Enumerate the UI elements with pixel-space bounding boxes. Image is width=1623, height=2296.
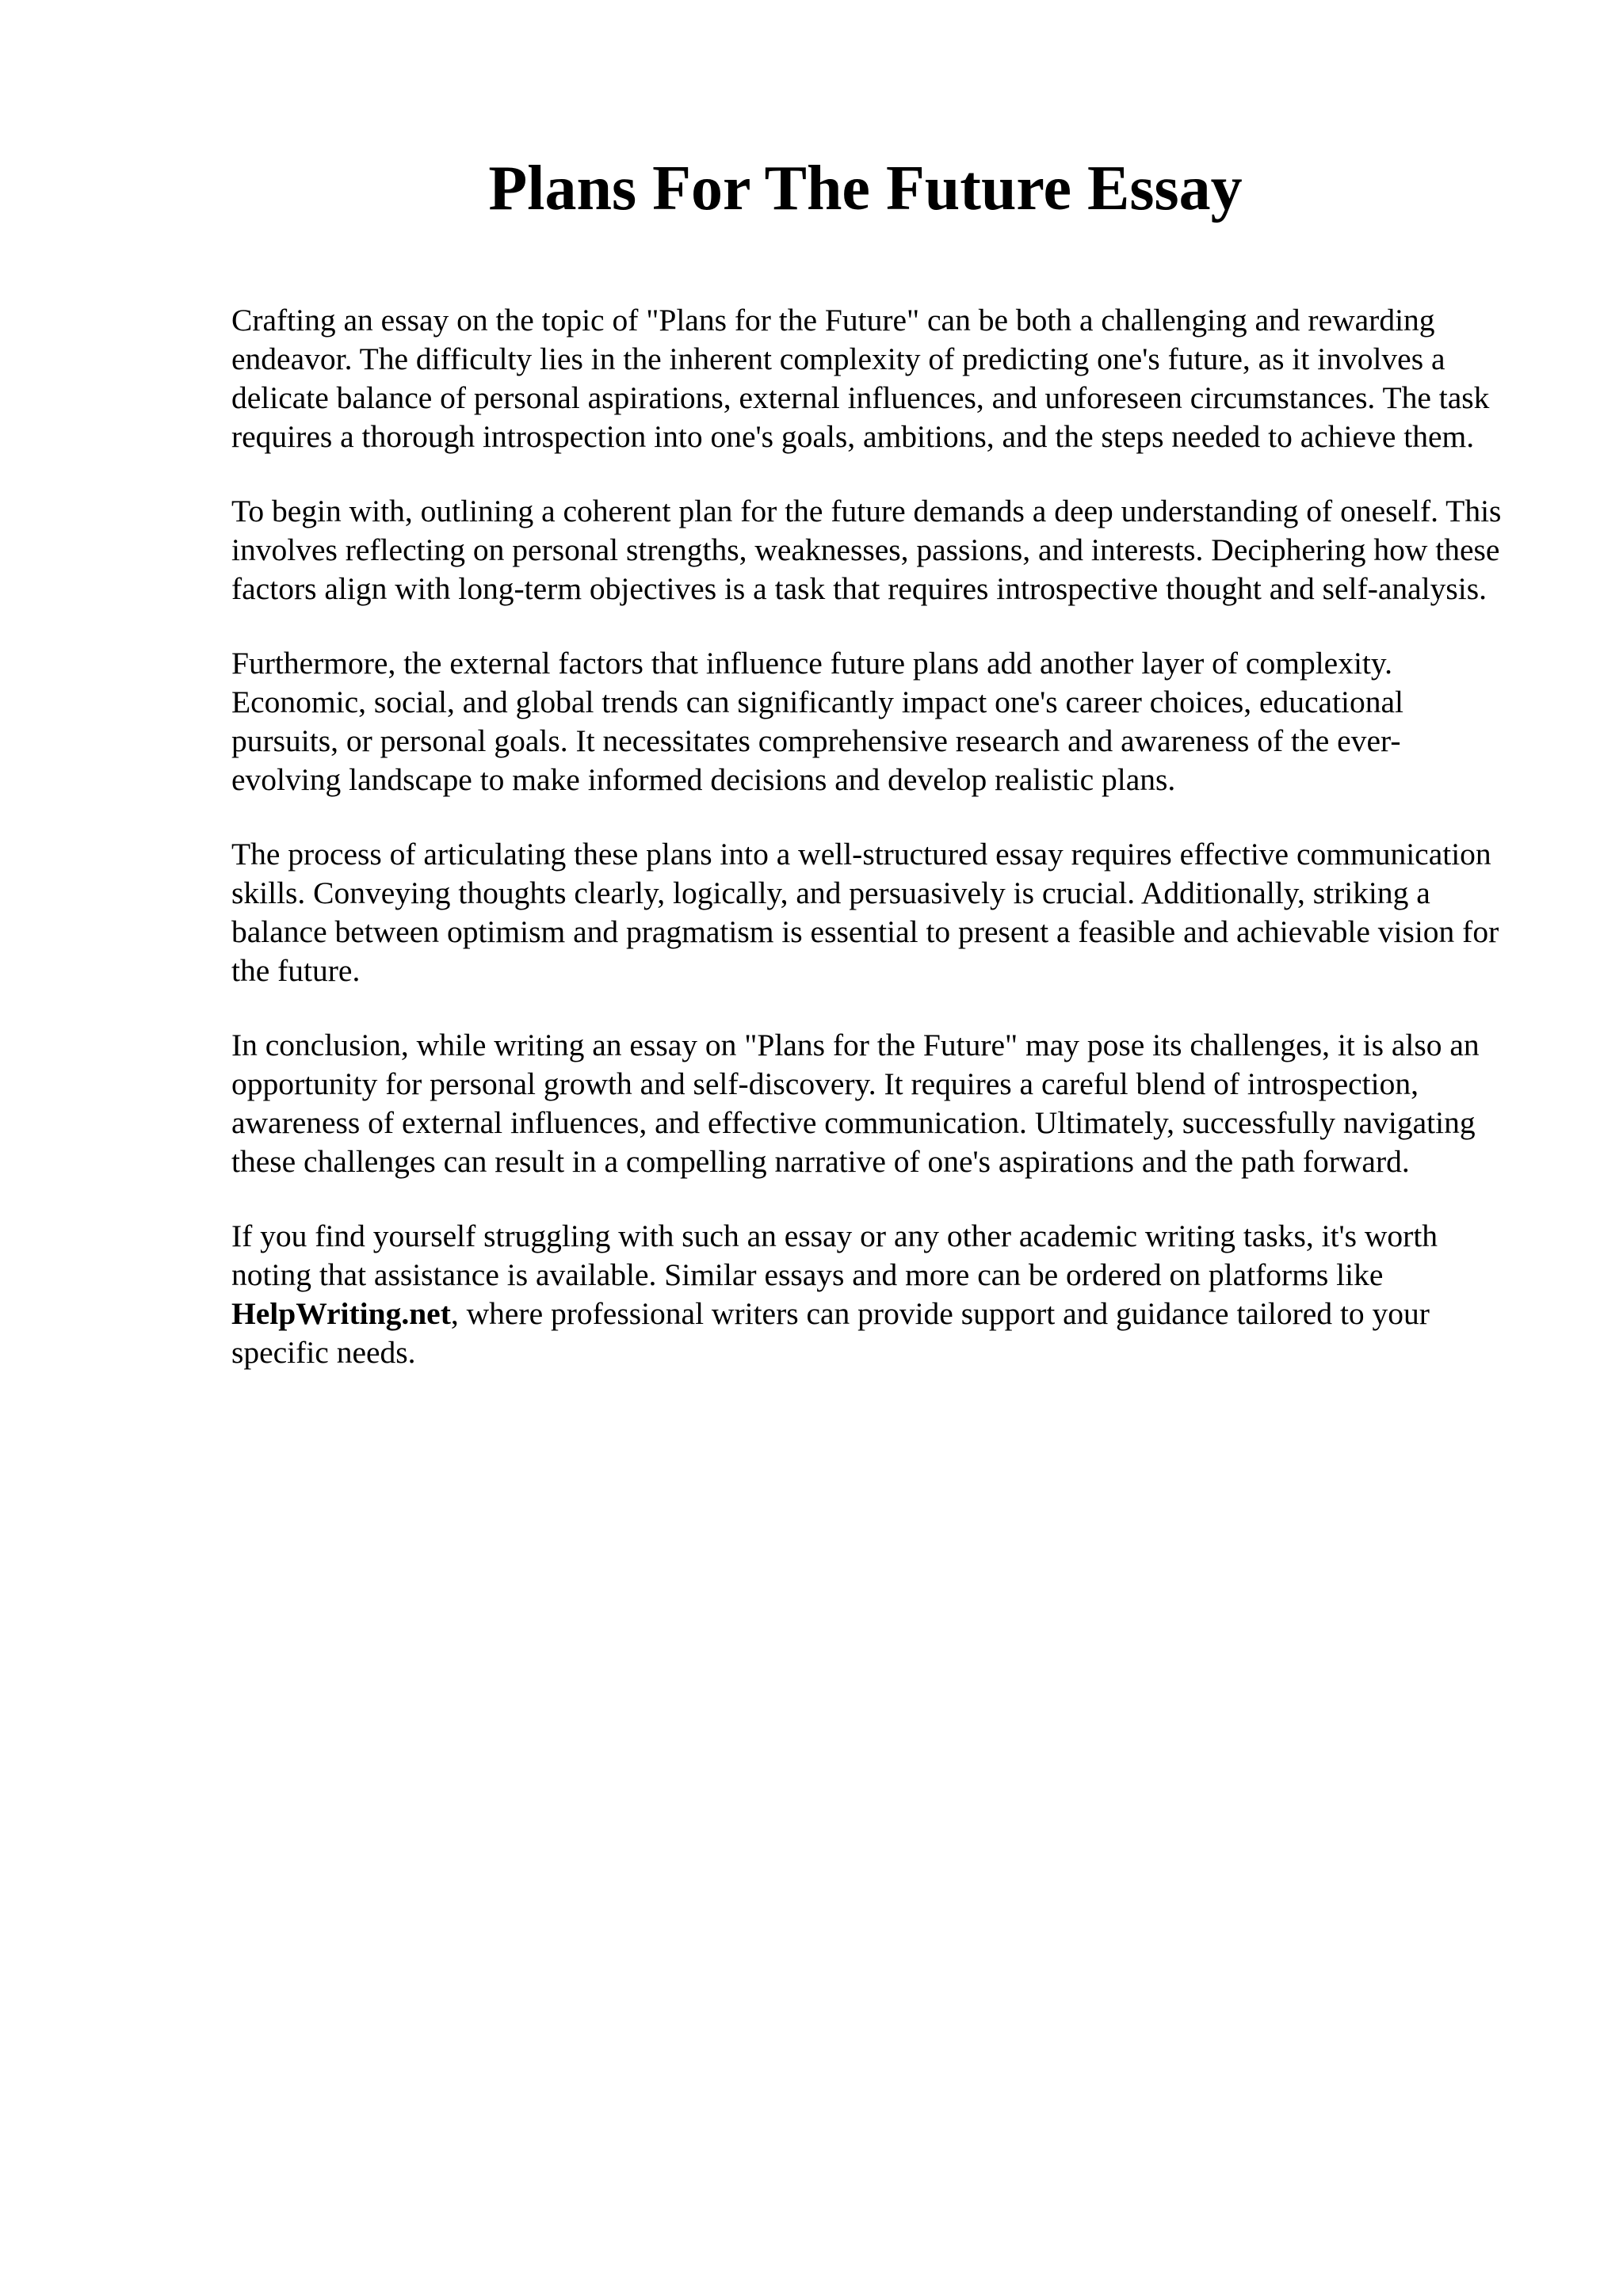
essay-body: [231, 301, 1509, 1408]
paragraph-communication: The process of articulating these plans into a well-structured essay requires effective communication skills. Conveying thoughts clearly, logically, and persuasively is crucial. Additionally, striking a balance between optimism and pragmatism is essential to present a feasible and achievable vision for the future.: [231, 837, 1499, 988]
brand-name: HelpWriting.net: [231, 1296, 451, 1331]
paragraph-assistance: [231, 1217, 1509, 1372]
paragraph-conclusion: In conclusion, while writing an essay on "Plans for the Future" may pose its challenges, it is also an opportunity for personal growth and self-discovery. It requires a careful blend of introspection, awareness of external influences, and effective communication. Ultimately, successfully navigating these challenges can result in a compelling narrative of one's aspirations and the path forward.: [231, 1028, 1480, 1179]
assistance-text-before: If you find yourself struggling with such an essay or any other academic writing tasks, it's worth noting that assistance is available. Similar essays and more can be ordered on platforms like: [231, 1219, 1438, 1292]
assistance-text-after: , where professional writers can provide support and guidance tailored to your specific needs.: [231, 1296, 1430, 1370]
paragraph-external-factors: Furthermore, the external factors that influence future plans add another layer of complexity. Economic, social, and global trends can significantly impact one's career choices, educational pursuits, or personal goals. It necessitates comprehensive research and awareness of the ever-evolving landscape to make informed decisions and develop realistic plans.: [231, 646, 1404, 797]
paragraph-self-understanding: To begin with, outlining a coherent plan for the future demands a deep understanding of oneself. This involves reflecting on personal strengths, weaknesses, passions, and interests. Deciphering how these factors align with long-term objectives is a task that requires introspective thought and self-analysis.: [231, 494, 1502, 606]
paragraph-intro: Crafting an essay on the topic of "Plans for the Future" can be both a challenging and rewarding endeavor. The difficulty lies in the inherent complexity of predicting one's future, as it involves a delicate balance of personal aspirations, external influences, and unforeseen circumstances. The task requires a thorough introspection into one's goals, ambitions, and the steps needed to achieve them.: [231, 303, 1490, 454]
page-title: Plans For The Future Essay: [488, 154, 1243, 223]
